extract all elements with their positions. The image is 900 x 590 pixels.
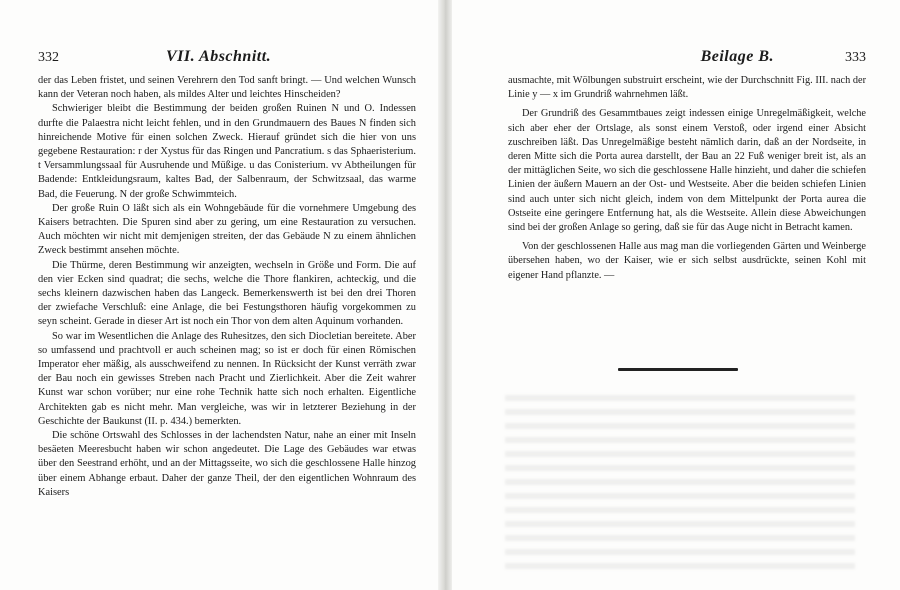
right-page-header (508, 50, 866, 74)
paragraph: So war im Wesentlichen die Anlage des Ruhesitzes, den sich Diocletian bereitete. Aber so umfassend und prachtvoll er auch scheinen mag; so ist er doch für einen Römischen Imperator eher mäßig, als ausschweifend zu nennen. In Rücksicht der Kunst verräth zwar der Bau noch ein gewisses Streben nach Pracht und Zierlichkeit. Aber die Zeit wahrer Kunst war schon vorüber; nur eine rohe Technik hatte sich noch erhalten. Eigentliche Architekten gab es nicht mehr. Man vergleiche, was wir in letzterer Beziehung in der Geschichte der Baukunst (II. p. 434.) bemerkten. (38, 330, 416, 427)
left-page-body (38, 74, 416, 500)
paragraph: ausmachte, mit Wölbungen substruirt erscheint, wie der Durchschnitt Fig. III. nach der Linie y — x im Grundriß wahrnehmen läßt. (508, 75, 866, 101)
left-running-title: VII. Abschnitt. (166, 48, 272, 65)
left-page (38, 50, 416, 500)
chapter-end-rule (618, 368, 738, 371)
right-page (508, 50, 866, 283)
paragraph: Schwieriger bleibt die Bestimmung der beiden großen Ruinen N und O. Indessen durfte die Palaestra nicht leicht fehlen, und in den Grundmauern des Baues N finden sich hinreichende Motive für einen solchen Zweck. Hierauf gründet sich die hier von uns gegebene Restauration: r der Xystus für das Ringen und Pancratium. s das Sphaeristerium. t Versammlungssaal für Ausruhende und Müßige. u das Conisterium. vv Abtheilungen für Badende: Entkleidungsraum, kaltes Bad, der Salbenraum, der Schwitzsaal, das warme Bad, die Feuerung. N der große Schwimmteich. (38, 103, 416, 200)
paragraph: Die schöne Ortswahl des Schlosses in der lachendsten Natur, nahe an einer mit Inseln besäeten Meeresbucht haben wir schon angedeutet. Die Lage des Gebäudes war etwas über den Seestrand erhöht, und an der Mittagsseite, wo sich die geschlossene Halle hinzog über einem Abhange erbaut. Daher der ganze Theil, der den eigentlichen Wohnraum des Kaisers (38, 430, 416, 498)
bleed-through-text (505, 395, 855, 575)
paragraph: Der große Ruin O läßt sich als ein Wohngebäude für die vornehmere Umgebung des Kaisers betrachten. Die Spuren sind aber zu gering, um eine Restauration zu versuchen. Auch möchten wir nicht mit demjenigen streiten, der das Gebäude N zu einem ähnlichen Zweck bestimmt ansehen möchte. (38, 202, 416, 257)
paragraph: der das Leben fristet, und seinen Verehrern den Tod sanft bringt. — Und welchen Wunsch kann der Veteran noch haben, als mildes Alter und leichtes Hinscheiden? (38, 75, 416, 101)
right-page-body (508, 74, 866, 283)
paragraph: Von der geschlossenen Halle aus mag man die vorliegenden Gärten und Weinberge übersehen haben, wo der Kaiser, wie er sich selbst ausdrückte, seinen Kohl mit eigener Hand pflanzte. — (508, 241, 866, 281)
right-page-number: 333 (845, 50, 866, 65)
right-running-title: Beilage B. (700, 48, 774, 65)
left-page-header (38, 50, 416, 74)
paragraph: Der Grundriß des Gesammtbaues zeigt indessen einige Unregelmäßigkeit, welche sich aber eher der Ortslage, als sonst einem Verstoß, oder irgend einer Absicht zuschreiben läßt. Das Unregelmäßige besteht nämlich darin, daß an der Nordseite, in deren Mitte sich die Porta aurea darstellt, der Bau an 22 Fuß weniger breit ist, als an der mittäglichen Seite, wo sich die geschlossene Halle hinzieht, und daher die schiefen Linien der äußern Mauern an der Ost- und Westseite. Aber die beiden schiefen Linien sind auch unter sich nicht gleich, indem von dem Mittelpunkt der Porta aurea die Ostseite eine geringere Entfernung hat, als die Westseite. Allein diese Abweichungen sind bei der großen Anlage so gering, daß sie für das Auge nicht in Betracht kamen. (508, 108, 866, 234)
paragraph: Die Thürme, deren Bestimmung wir anzeigten, wechseln in Größe und Form. Die auf den vier Ecken sind quadrat; die sechs, welche die Thore flankiren, achteckig, und die sechs kleinern dazwischen haben das Langeck. Bemerkenswerth ist bei den drei Thoren der zwiefache Verschluß: eine Anlage, die bei Festungsthoren häufig vorgekommen zu seyn scheint. Gerade in dieser Art ist noch ein Thor von dem alten Aquinum vorhanden. (38, 259, 416, 328)
book-gutter (438, 0, 452, 590)
left-page-number: 332 (38, 50, 59, 65)
